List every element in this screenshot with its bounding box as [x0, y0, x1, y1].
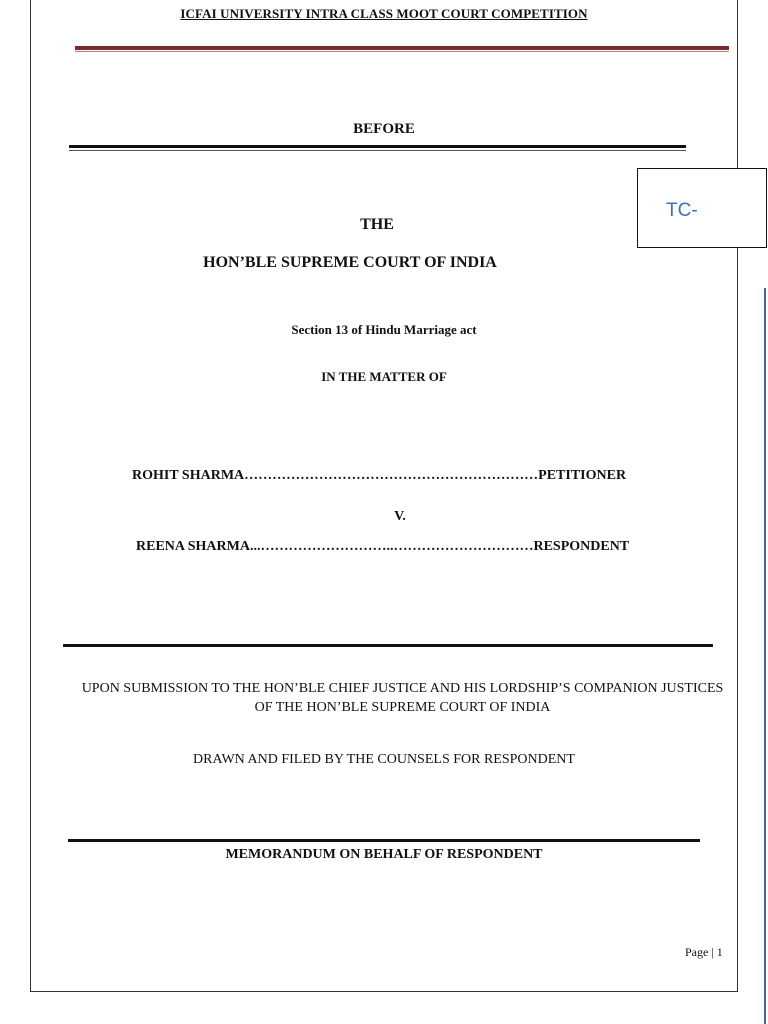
- header-rule: [75, 46, 729, 50]
- respondent-line: REENA SHARMA...………………………..…………………………RESPONDENT: [136, 539, 630, 554]
- memorandum-title: MEMORANDUM ON BEHALF OF RESPONDENT: [225, 847, 543, 862]
- before-rule: [69, 145, 686, 148]
- drawn-by-text: DRAWN AND FILED BY THE COUNSELS FOR RESPONDENT: [193, 752, 575, 767]
- in-the-matter-of: IN THE MATTER OF: [321, 369, 447, 384]
- team-code-label: TC-: [666, 200, 698, 221]
- before-rule-thin: [69, 150, 686, 151]
- petitioner-line: ROHIT SHARMA………………………………………………………PETITIONER: [132, 468, 627, 483]
- memorandum-rule: [68, 839, 700, 842]
- page-frame: [30, 0, 738, 992]
- side-margin-line: [764, 288, 766, 1024]
- section-reference: Section 13 of Hindu Marriage act: [291, 322, 477, 337]
- versus: V.: [394, 509, 406, 524]
- the-heading: THE: [360, 216, 394, 233]
- page-number: Page | 1: [685, 945, 723, 959]
- court-name: HON’BLE SUPREME COURT OF INDIA: [203, 254, 497, 271]
- header-rule-thin: [75, 51, 729, 52]
- before-heading: BEFORE: [353, 121, 415, 137]
- team-code-box: [637, 168, 767, 248]
- submission-text: UPON SUBMISSION TO THE HON’BLE CHIEF JUSTICE AND HIS LORDSHIP’S COMPANION JUSTICES OF THE HON’BLE SUPREME COURT OF INDIA: [81, 681, 724, 715]
- competition-header: ICFAI UNIVERSITY INTRA CLASS MOOT COURT COMPETITION: [180, 6, 588, 21]
- parties-rule: [63, 644, 713, 647]
